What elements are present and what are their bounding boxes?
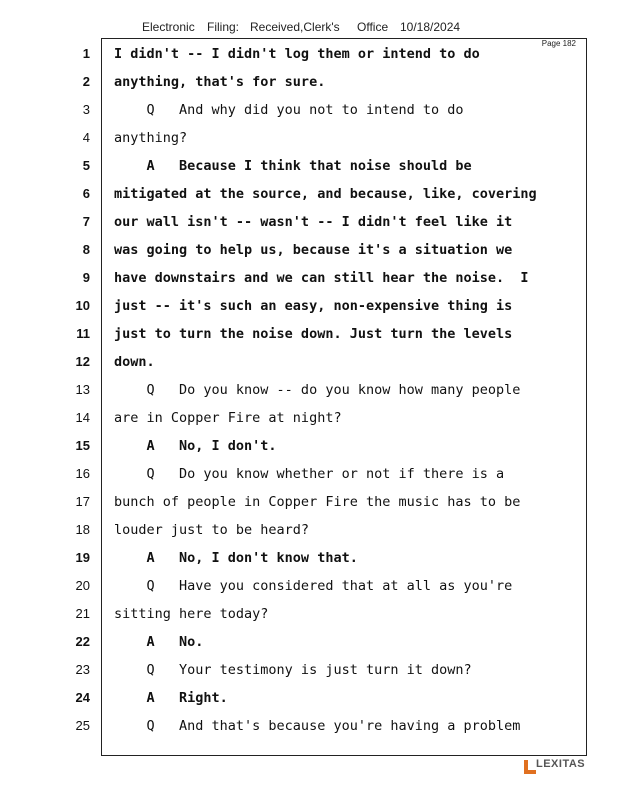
- transcript-line: [0, 184, 618, 212]
- line-text: louder just to be heard?: [114, 522, 310, 538]
- transcript-line: [0, 44, 618, 72]
- line-text: just -- it's such an easy, non-expensive thing is: [114, 298, 513, 314]
- line-text: Q Do you know whether or not if there is a: [114, 466, 505, 482]
- line-number: 7: [82, 214, 90, 229]
- line-number: 23: [75, 662, 90, 677]
- transcript-line: [0, 436, 618, 464]
- line-text: A No, I don't.: [114, 438, 277, 454]
- transcript-line: [0, 212, 618, 240]
- transcript-line: [0, 492, 618, 520]
- line-text: our wall isn't -- wasn't -- I didn't feel like it: [114, 214, 513, 230]
- line-number: 24: [75, 690, 90, 705]
- line-text: I didn't -- I didn't log them or intend to do: [114, 46, 480, 62]
- transcript-line: [0, 660, 618, 688]
- line-number: 4: [82, 130, 90, 145]
- transcript-line: [0, 324, 618, 352]
- line-number: 19: [75, 550, 90, 565]
- header-word-office: Office: [357, 20, 389, 34]
- header-word-electronic: Electronic: [142, 20, 195, 34]
- filing-header: [0, 20, 618, 36]
- line-number: 6: [82, 186, 90, 201]
- line-text: A No.: [114, 634, 204, 650]
- transcript-line: [0, 156, 618, 184]
- line-number: 21: [75, 606, 90, 621]
- line-text: A Right.: [114, 690, 228, 706]
- logo-text: LEXITAS: [536, 758, 586, 770]
- line-number: 17: [75, 494, 90, 509]
- header-word-received-clerks: Received,Clerk's: [250, 20, 340, 34]
- line-number: 18: [75, 522, 90, 537]
- line-number: 14: [75, 410, 90, 425]
- transcript-line: [0, 72, 618, 100]
- line-number: 12: [75, 354, 90, 369]
- line-number: 10: [75, 298, 90, 313]
- line-number: 15: [75, 438, 90, 453]
- transcript-line: [0, 408, 618, 436]
- line-number: 13: [75, 382, 90, 397]
- lexitas-logo: [524, 756, 594, 780]
- transcript-line: [0, 520, 618, 548]
- line-number: 22: [75, 634, 90, 649]
- line-text: have downstairs and we can still hear the noise. I: [114, 270, 529, 286]
- transcript-line: [0, 296, 618, 324]
- transcript-line: [0, 716, 618, 744]
- line-text: Q Have you considered that at all as you're: [114, 578, 513, 594]
- line-number: 2: [82, 74, 90, 89]
- header-word-date: 10/18/2024: [400, 20, 461, 34]
- line-text: anything?: [114, 130, 188, 146]
- transcript-line: [0, 604, 618, 632]
- line-text: Q Do you know -- do you know how many people: [114, 382, 521, 398]
- line-number: 5: [82, 158, 90, 173]
- transcript-line: [0, 100, 618, 128]
- line-text: just to turn the noise down. Just turn the levels: [114, 326, 513, 342]
- header-word-filing: Filing:: [207, 20, 240, 34]
- transcript-line: [0, 632, 618, 660]
- transcript-line: [0, 128, 618, 156]
- transcript-line: [0, 352, 618, 380]
- transcript-line: [0, 464, 618, 492]
- line-text: sitting here today?: [114, 606, 269, 622]
- line-text: down.: [114, 354, 155, 370]
- transcript-line: [0, 548, 618, 576]
- line-text: mitigated at the source, and because, like, covering: [114, 186, 537, 202]
- line-text: Q And that's because you're having a problem: [114, 718, 521, 734]
- transcript-line: [0, 240, 618, 268]
- lexitas-logo-icon: [524, 760, 536, 774]
- line-text: Q Your testimony is just turn it down?: [114, 662, 472, 678]
- line-number: 1: [82, 46, 90, 61]
- line-text: are in Copper Fire at night?: [114, 410, 342, 426]
- line-number: 3: [82, 102, 90, 117]
- line-number: 20: [75, 578, 90, 593]
- line-text: A No, I don't know that.: [114, 550, 358, 566]
- transcript-line: [0, 576, 618, 604]
- transcript-line: [0, 688, 618, 716]
- line-number: 25: [75, 718, 90, 733]
- line-number: 11: [76, 326, 90, 341]
- line-number: 16: [75, 466, 90, 481]
- transcript-line: [0, 268, 618, 296]
- line-text: anything, that's for sure.: [114, 74, 326, 90]
- line-text: bunch of people in Copper Fire the music has to be: [114, 494, 521, 510]
- line-text: was going to help us, because it's a situation we: [114, 242, 513, 258]
- line-number: 9: [82, 270, 90, 285]
- line-text: A Because I think that noise should be: [114, 158, 472, 174]
- page-number: Page 182: [541, 39, 576, 48]
- line-text: Q And why did you not to intend to do: [114, 102, 464, 118]
- transcript-line: [0, 380, 618, 408]
- line-number: 8: [82, 242, 90, 257]
